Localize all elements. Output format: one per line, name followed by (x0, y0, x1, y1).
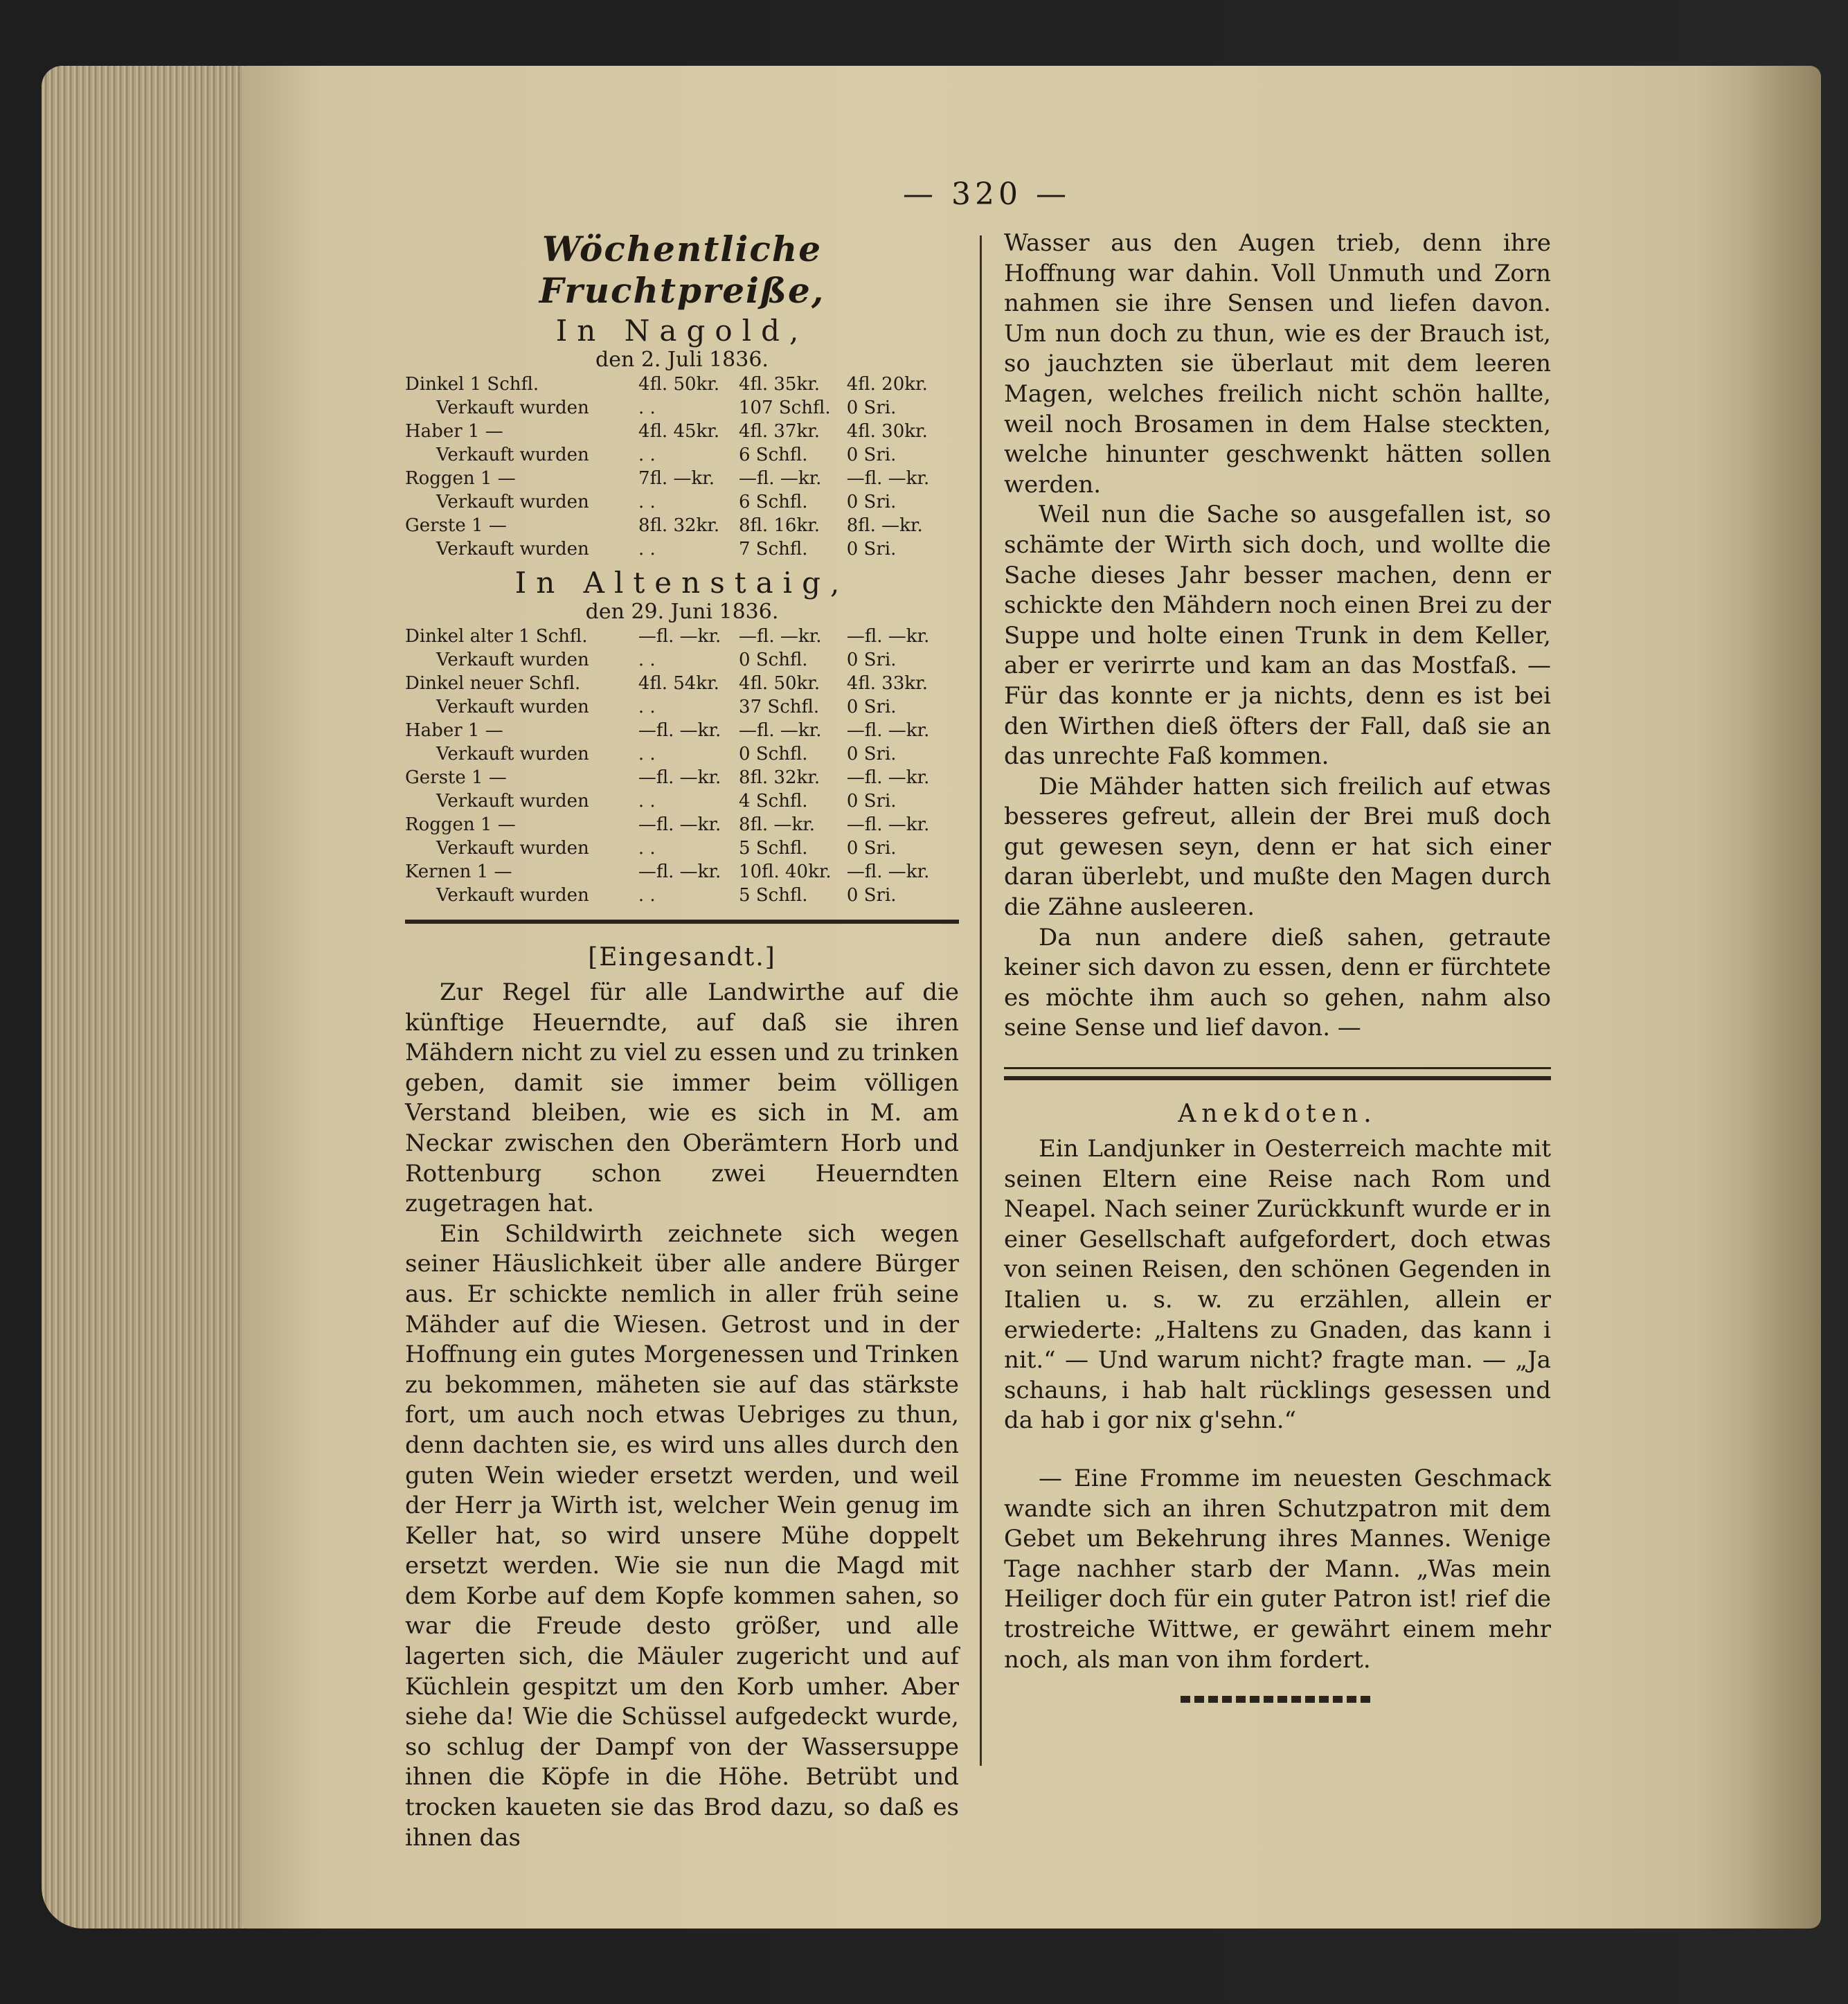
price-value-2: 4 Schfl. (739, 791, 808, 812)
right-column (1004, 229, 1551, 1703)
price-value-3: 0 Sri. (846, 697, 897, 717)
price-value-3: 0 Sri. (846, 445, 897, 465)
price-row (405, 443, 959, 467)
left-column (405, 229, 959, 1853)
price-value-3: 4fl. 20kr. (846, 374, 928, 395)
price-value-1: . . (638, 492, 656, 512)
price-value-2: 7 Schfl. (738, 539, 808, 560)
price-value-3: 0 Sri. (846, 885, 897, 906)
price-row (405, 420, 959, 443)
price-row-label: Verkauft wurden (436, 445, 589, 465)
price-row-label: Verkauft wurden (436, 885, 589, 906)
price-value-3: —fl. —kr. (846, 861, 930, 882)
price-value-1: . . (638, 697, 656, 717)
price-row-label: Verkauft wurden (436, 744, 589, 764)
price-value-3: —fl. —kr. (846, 626, 930, 647)
price-table-altensteig (405, 625, 959, 907)
price-row (405, 373, 959, 396)
price-table-nagold (405, 373, 959, 561)
price-list-title: Wöchentliche Fruchtpreiße, (539, 229, 825, 311)
price-value-1: 7fl. —kr. (638, 468, 715, 489)
price-value-2: 8fl. 32kr. (739, 767, 820, 788)
price-row-label: Dinkel 1 Schfl. (405, 374, 539, 395)
price-row (405, 672, 959, 695)
price-row-label: Verkauft wurden (436, 492, 589, 512)
price-row (405, 837, 959, 860)
price-row (405, 742, 959, 766)
price-value-1: 8fl. 32kr. (638, 515, 720, 536)
price-value-2: 37 Schfl. (739, 697, 820, 717)
page-number: — 320 — (903, 177, 1070, 212)
price-value-3: 0 Sri. (846, 791, 897, 812)
anekdoten-heading: Anekdoten. (1178, 1100, 1377, 1129)
eingesandt-heading: [Eingesandt.] (588, 943, 776, 972)
price-value-1: . . (638, 744, 656, 764)
price-row-label: Dinkel alter 1 Schfl. (405, 626, 588, 647)
date-nagold: den 2. Juli 1836. (595, 348, 769, 372)
price-value-2: 0 Schfl. (739, 650, 808, 670)
price-row (405, 467, 959, 490)
price-value-1: . . (638, 885, 656, 906)
price-row (405, 514, 959, 537)
price-row-label: Dinkel neuer Schfl. (405, 673, 581, 694)
price-value-1: . . (638, 445, 656, 465)
price-value-3: 0 Sri. (846, 397, 897, 418)
page-edges (42, 66, 249, 1929)
price-row (405, 695, 959, 719)
story-continuation-paragraph-2: Weil nun die Sache so ausgefallen ist, so schämte der Wirth sich doch, und wollte die Sache dieses Jahr besser machen, denn er schickte den Mähdern noch einen Brei zu der Suppe und holte einen Trunk in dem Keller, aber er verirrte und kam an das Mostfaß. — Für das konnte er ja nichts, denn es ist bei den Wirthen dieß öfters der Fall, daß sie an das unrechte Faß kommen. (1004, 501, 1551, 771)
price-value-2: 6 Schfl. (738, 445, 808, 465)
price-row-label: Verkauft wurden (436, 397, 589, 418)
price-value-2: 8fl. 16kr. (738, 515, 820, 536)
price-value-3: —fl. —kr. (846, 814, 930, 835)
price-row (405, 648, 959, 672)
place-altensteig: In Altenstaig, (514, 566, 850, 600)
eingesandt-paragraph-2: Ein Schildwirth zeichnete sich wegen seiner Häuslichkeit über alle andere Bürger aus. Er schickte nemlich in aller früh seine Mähder auf die Wiesen. Getrost und in der Hoffnung ein gutes Morgenessen und Trinken zu bekommen, mäheten sie auf das stärkste fort, um auch noch etwas Uebriges zu thun, denn dachten sie, es wird uns alles durch den guten Wein wieder ersetzt werden, und weil der Herr ja Wirth ist, welcher Wein genug im Keller hat, so wird unsere Mühe doppelt ersetzt werden. Wie sie nun die Magd mit dem Korbe auf dem Kopfe kommen sahen, so war die Freude desto größer, und alle lagerten sich, die Mäuler zugericht und auf Küchlein gespitzt um den Korb umher. Aber siehe da! Wie die Schüssel aufgedeckt wurde, so schlug der Dampf von der Wassersuppe ihnen die Köpfe in die Höhe. Betrübt und trocken kaueten sie das Brod dazu, so daß es ihnen das (405, 1219, 959, 1852)
price-value-2: 10fl. 40kr. (739, 861, 832, 882)
price-value-2: —fl. —kr. (739, 720, 822, 741)
price-value-3: 0 Sri. (846, 650, 897, 670)
end-ornament (1181, 1696, 1374, 1703)
price-value-2: 4fl. 35kr. (738, 374, 820, 395)
price-value-3: —fl. —kr. (846, 720, 930, 741)
price-row-label: Roggen 1 — (405, 814, 516, 835)
price-value-1: —fl. —kr. (638, 720, 721, 741)
price-value-2: 5 Schfl. (739, 838, 808, 859)
story-continuation-paragraph-4: Da nun andere dieß sahen, getraute keiner sich davon zu essen, denn er fürchtete es möchte ihm auch so gehen, nahm also seine Sense und lief davon. — (1004, 923, 1551, 1042)
price-value-1: 4fl. 45kr. (638, 421, 720, 442)
price-value-3: 0 Sri. (846, 744, 897, 764)
eingesandt-paragraph-1: Zur Regel für alle Landwirthe auf die künftige Heuerndte, auf daß sie ihren Mähdern nicht zu viel zu essen und zu trinken geben, damit sie immer beim völligen Verstand bleiben, wie es sich in M. am Neckar zwischen den Oberämtern Horb und Rottenburg schon zwei Heuerndten zugetragen hat. (405, 978, 959, 1218)
column-divider (980, 235, 982, 1766)
price-value-3: 4fl. 30kr. (846, 421, 928, 442)
price-value-3: —fl. —kr. (846, 767, 930, 788)
price-row-label: Verkauft wurden (436, 791, 589, 812)
price-value-2: —fl. —kr. (739, 626, 822, 647)
price-row (405, 766, 959, 789)
price-row (405, 537, 959, 561)
price-value-2: 4fl. 50kr. (739, 673, 820, 694)
price-value-1: . . (638, 397, 656, 418)
price-row-label: Verkauft wurden (436, 650, 589, 670)
price-row (405, 789, 959, 813)
price-value-2: 6 Schfl. (738, 492, 808, 512)
price-row-label: Verkauft wurden (436, 539, 589, 560)
price-row-label: Gerste 1 — (405, 767, 507, 788)
price-value-3: 4fl. 33kr. (846, 673, 928, 694)
price-value-1: —fl. —kr. (638, 767, 721, 788)
price-row (405, 490, 959, 514)
price-value-2: 5 Schfl. (739, 885, 808, 906)
price-value-3: —fl. —kr. (846, 468, 930, 489)
price-row-label: Gerste 1 — (405, 515, 507, 536)
price-value-3: 0 Sri. (846, 492, 897, 512)
price-value-1: . . (638, 539, 656, 560)
price-value-1: —fl. —kr. (638, 814, 721, 835)
price-row (405, 396, 959, 420)
section-rule (405, 920, 959, 924)
price-row (405, 625, 959, 648)
price-value-3: 0 Sri. (846, 539, 897, 560)
price-row-label: Roggen 1 — (405, 468, 516, 489)
price-value-1: . . (638, 650, 656, 670)
price-value-2: 4fl. 37kr. (738, 421, 820, 442)
price-value-2: 8fl. —kr. (739, 814, 816, 835)
price-value-1: —fl. —kr. (638, 861, 721, 882)
price-value-1: —fl. —kr. (638, 626, 721, 647)
price-row-label: Verkauft wurden (436, 838, 589, 859)
section-double-rule (1004, 1067, 1551, 1080)
date-altensteig: den 29. Juni 1836. (585, 600, 779, 624)
price-value-1: 4fl. 50kr. (638, 374, 720, 395)
price-value-3: 0 Sri. (846, 838, 897, 859)
price-row (405, 719, 959, 742)
story-continuation-paragraph-3: Die Mähder hatten sich freilich auf etwas besseres gefreut, allein der Brei muß doch gut gewesen seyn, denn er hat sich einer daran überlebt, und mußte den Magen durch die Zähne ausleeren. (1004, 772, 1551, 922)
anekdote-paragraph-1: Ein Landjunker in Oesterreich machte mit seinen Eltern eine Reise nach Rom und Neapel. Nach seiner Zurückkunft wurde er in einer Gesellschaft aufgefordert, doch etwas von seinen Reisen, den schönen Gegenden in Italien u. s. w. zu erzählen, allein er erwiederte: „Haltens zu Gnaden, das kann i nit.“ — Und warum nicht? fragte man. — „Ja schauns, i hab halt rücklings gesessen und da hab i gor nix g'sehn.“ (1004, 1135, 1551, 1435)
price-value-2: —fl. —kr. (738, 468, 822, 489)
price-row (405, 860, 959, 884)
price-value-1: . . (638, 791, 656, 812)
anekdote-paragraph-2: — Eine Fromme im neuesten Geschmack wandte sich an ihren Schutzpatron mit dem Gebet um Bekehrung ihres Mannes. Wenige Tage nachher starb der Mann. „Was mein Heiliger doch für ein guter Patron ist! rief die trostreiche Wittwe, er gewährt einem mehr noch, als man von ihm fordert. (1004, 1464, 1551, 1674)
price-row-label: Haber 1 — (405, 421, 503, 442)
price-row (405, 884, 959, 907)
price-value-3: 8fl. —kr. (846, 515, 923, 536)
price-row-label: Haber 1 — (405, 720, 503, 741)
place-nagold: In Nagold, (555, 314, 809, 348)
price-value-1: 4fl. 54kr. (638, 673, 719, 694)
price-row (405, 813, 959, 837)
price-value-1: . . (638, 838, 656, 859)
story-continuation-paragraph-1: Wasser aus den Augen trieb, denn ihre Hoffnung war dahin. Voll Unmuth und Zorn nahmen sie ihre Sensen und liefen davon. Um nun doch zu thun, wie es der Brauch ist, so jauchzten sie überlaut mit dem leeren Magen, welches freilich nicht schön hallte, weil noch Brosamen in dem Halse steckten, welche hinunter geschwenkt hätten sollen werden. (1004, 229, 1551, 499)
price-row-label: Verkauft wurden (436, 697, 589, 717)
price-row-label: Kernen 1 — (405, 861, 512, 882)
price-value-2: 107 Schfl. (738, 397, 831, 418)
price-value-2: 0 Schfl. (739, 744, 808, 764)
